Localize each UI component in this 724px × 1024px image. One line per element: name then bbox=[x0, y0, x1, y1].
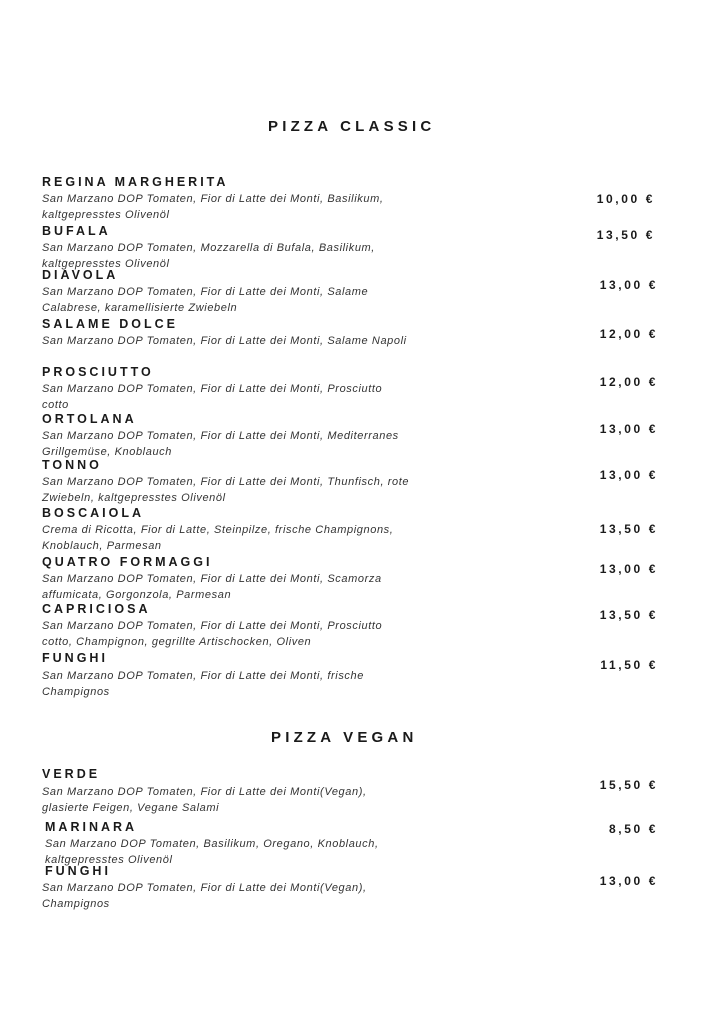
item-description: Crema di Ricotta, Fior di Latte, Steinpilze, frische Champignons, Knoblauch, Parmesan bbox=[42, 524, 394, 552]
item-price: 10,00 € bbox=[596, 192, 655, 206]
item-price: 12,00 € bbox=[599, 375, 658, 389]
item-name: MARINARA bbox=[45, 820, 138, 834]
item-name: DIAVOLA bbox=[42, 268, 119, 282]
item-description: San Marzano DOP Tomaten, Fior di Latte dei Monti, Thunfisch, rote Zwiebeln, kaltgepresstes Olivenöl bbox=[42, 476, 410, 504]
item-description: San Marzano DOP Tomaten, Fior di Latte dei Monti, Mediterranes Grillgemüse, Knoblauch bbox=[42, 430, 399, 458]
item-price: 15,50 € bbox=[599, 778, 658, 792]
item-price: 12,00 € bbox=[599, 327, 658, 341]
item-name: CAPRICIOSA bbox=[42, 602, 151, 616]
item-description: San Marzano DOP Tomaten, Fior di Latte dei Monti, Scamorza affumicata, Gorgonzola, Parmesan bbox=[42, 573, 382, 601]
item-price: 13,00 € bbox=[599, 468, 658, 482]
menu-item bbox=[42, 365, 682, 409]
section-title-classic: PIZZA CLASSIC bbox=[268, 118, 436, 135]
section-title-vegan: PIZZA VEGAN bbox=[271, 729, 418, 746]
item-name: SALAME DOLCE bbox=[42, 317, 178, 331]
item-price: 13,50 € bbox=[596, 228, 655, 242]
item-name: QUATRO FORMAGGI bbox=[42, 555, 213, 569]
item-price: 13,50 € bbox=[599, 522, 658, 536]
menu-item bbox=[42, 458, 682, 502]
item-description: San Marzano DOP Tomaten, Fior di Latte dei Monti, Prosciutto cotto bbox=[42, 383, 383, 411]
item-name: PROSCIUTTO bbox=[42, 365, 154, 379]
menu-item bbox=[42, 317, 682, 361]
menu-item bbox=[42, 412, 682, 456]
item-description: San Marzano DOP Tomaten, Fior di Latte dei Monti, Prosciutto cotto, Champignon, gegrillte Artischocken, Oliven bbox=[42, 620, 383, 648]
item-description: San Marzano DOP Tomaten, Fior di Latte dei Monti(Vegan), Champignos bbox=[42, 882, 367, 910]
menu-item bbox=[42, 268, 682, 312]
menu-item bbox=[42, 555, 682, 599]
item-price: 13,00 € bbox=[599, 278, 658, 292]
item-price: 8,50 € bbox=[609, 822, 658, 836]
item-name: TONNO bbox=[42, 458, 102, 472]
menu-item bbox=[45, 820, 685, 864]
item-description: San Marzano DOP Tomaten, Fior di Latte dei Monti(Vegan), glasierte Feigen, Vegane Salami bbox=[42, 786, 367, 814]
item-description: San Marzano DOP Tomaten, Fior di Latte dei Monti, Salame Napoli bbox=[42, 335, 407, 347]
item-description: San Marzano DOP Tomaten, Basilikum, Oregano, Knoblauch, kaltgepresstes Olivenöl bbox=[45, 838, 379, 866]
item-price: 13,00 € bbox=[599, 874, 658, 888]
item-price: 13,50 € bbox=[599, 608, 658, 622]
item-price: 13,00 € bbox=[599, 422, 658, 436]
item-price: 13,00 € bbox=[599, 562, 658, 576]
menu-item bbox=[42, 651, 682, 698]
item-name: BOSCAIOLA bbox=[42, 506, 144, 520]
menu-item bbox=[42, 767, 682, 814]
item-name: FUNGHI bbox=[45, 864, 111, 878]
menu-item bbox=[42, 506, 682, 550]
menu-item bbox=[42, 602, 682, 646]
item-name: FUNGHI bbox=[42, 651, 108, 665]
menu-item bbox=[42, 175, 682, 219]
item-description: San Marzano DOP Tomaten, Fior di Latte dei Monti, Basilikum, kaltgepresstes Olivenöl bbox=[42, 193, 384, 221]
item-description: San Marzano DOP Tomaten, Fior di Latte dei Monti, Salame Calabrese, karamellisierte Zwiebeln bbox=[42, 286, 369, 314]
menu-item bbox=[42, 224, 682, 268]
item-description: San Marzano DOP Tomaten, Fior di Latte dei Monti, frische Champignos bbox=[42, 670, 364, 698]
item-name: BUFALA bbox=[42, 224, 111, 238]
item-price: 11,50 € bbox=[600, 658, 658, 672]
item-name: REGINA MARGHERITA bbox=[42, 175, 229, 189]
item-name: ORTOLANA bbox=[42, 412, 137, 426]
menu-item bbox=[42, 864, 682, 908]
item-description: San Marzano DOP Tomaten, Mozzarella di Bufala, Basilikum, kaltgepresstes Olivenöl bbox=[42, 242, 375, 270]
item-name: VERDE bbox=[42, 767, 101, 781]
